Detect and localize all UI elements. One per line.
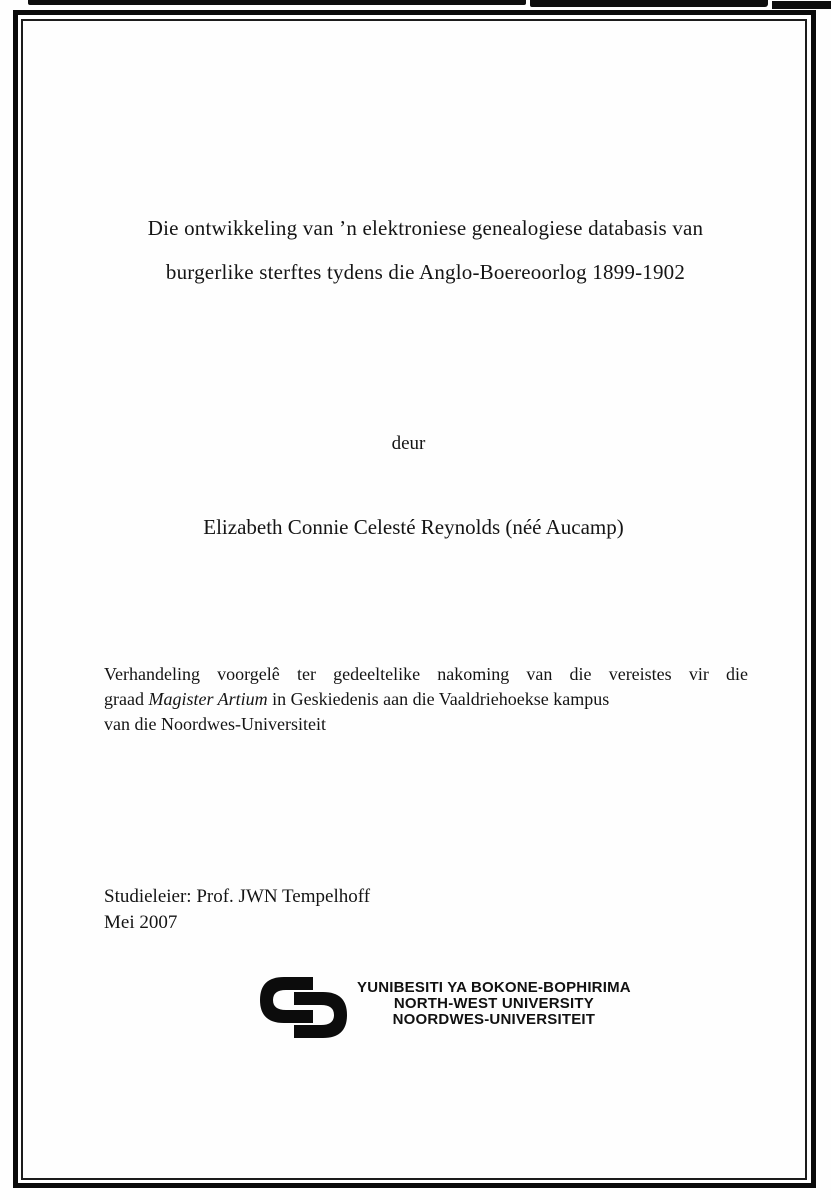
submission-line2 [104,687,748,712]
logo-text-afrikaans: NOORDWES-UNIVERSITEIT [392,1011,596,1028]
scan-artifact [28,0,526,5]
thesis-title-line2: burgerlike sterftes tydens die Anglo-Boereoorlog 1899-1902 [165,260,686,284]
supervisor-date-block [104,884,370,936]
date-line: Mei 2007 [104,912,178,933]
degree-name: Magister Artium [148,689,268,709]
byline-label: deur [391,433,426,454]
university-logo [258,974,631,1042]
scan-artifact [530,0,768,7]
submission-statement [104,662,748,737]
thesis-title [60,206,791,294]
submission-line3: van die Noordwes-Universiteit [104,714,326,734]
thesis-title-line1: Die ontwikkeling van ’n elektroniese genealogiese databasis van [147,216,704,240]
logo-text-english: NORTH-WEST UNIVERSITY [393,995,594,1012]
author-name: Elizabeth Connie Celesté Reynolds (néé Aucamp) [203,515,624,539]
submission-line2-prefix: graad [104,689,149,709]
nwu-logo-mark-icon [258,974,350,1042]
submission-line1: Verhandeling voorgelê ter gedeeltelike nakoming van die vereistes vir die [104,664,748,684]
university-logo-text [357,980,631,1028]
scan-artifact [772,1,831,9]
submission-line2-suffix: in Geskiedenis aan die Vaaldriehoekse kampus [267,689,610,709]
logo-text-setswana: YUNIBESITI YA BOKONE-BOPHIRIMA [357,979,631,996]
supervisor-line: Studieleier: Prof. JWN Tempelhoff [104,886,371,907]
